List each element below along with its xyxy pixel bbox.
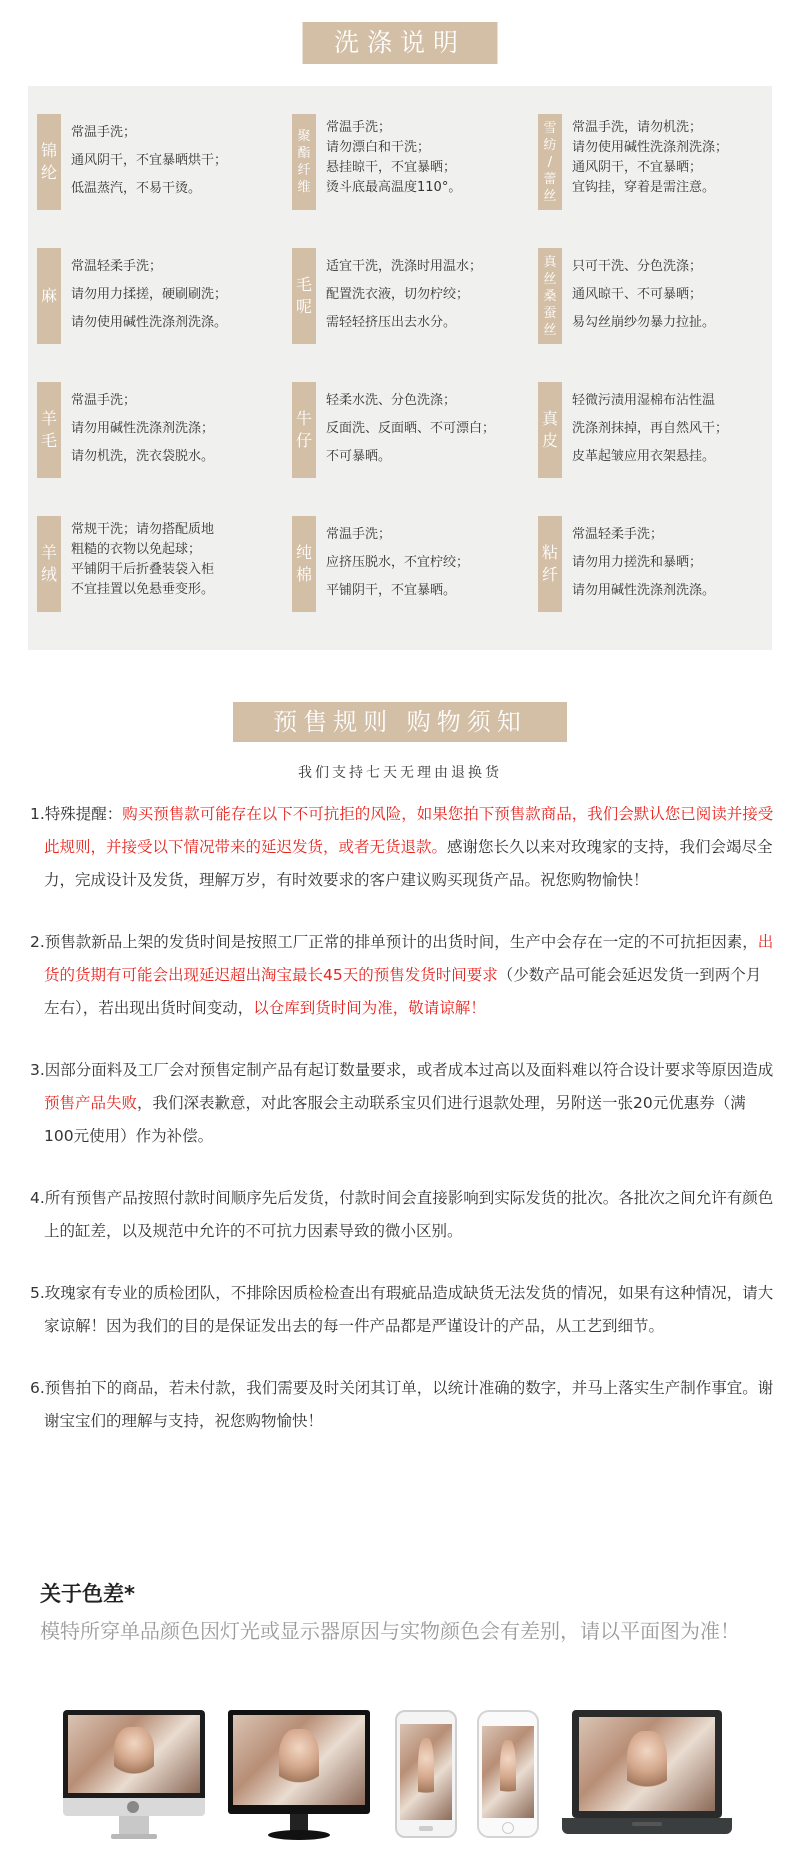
care-fabric-char: 牛 [295,409,312,428]
care-fabric-char: 棉 [295,565,312,584]
care-line: 请勿用碱性洗涤剂洗涤。 [572,583,716,598]
care-line: 皮革起皱应用衣架悬挂。 [572,449,716,464]
care-instructions [326,521,469,605]
presale-rule-4 [30,1182,775,1248]
care-item [292,248,532,348]
care-fabric-tag [292,114,316,210]
monitor-device [228,1710,370,1850]
presale-rule-5 [30,1277,775,1343]
care-fabric-char: 羊 [40,543,57,562]
care-line: 平铺阴干，不宜暴晒。 [326,583,457,598]
care-fabric-char: 蕾 [543,171,557,187]
care-fabric-char: / [547,154,553,170]
rule-highlight: 出货的货期有可能会出现延迟超出淘宝最长45天的预售发货时间要求 [44,933,774,984]
care-item [538,382,778,482]
care-fabric-char: 纤 [541,565,558,584]
care-fabric-char: 丝 [543,188,557,204]
care-fabric-char: 纺 [543,137,557,153]
care-fabric-char: 雪 [543,120,557,136]
care-fabric-tag [292,516,316,612]
care-fabric-tag [37,516,61,612]
rule-highlight: 购买预售款可能存在以下不可抗拒的风险，如果您拍下预售款商品，我们会默认您已阅读并接受此规则，并接受以下情况带来的延迟发货，或者无货退款。 [44,805,774,856]
care-line: 易勾丝崩纱勿暴力拉扯。 [572,315,716,330]
care-fabric-char: 仔 [295,431,312,450]
presale-rules [30,798,775,1467]
rule-text: 6.预售拍下的商品，若未付款，我们需要及时关闭其订单，以统计准确的数字，并马上落实生产制作事宜。谢谢宝宝们的理解与支持，祝您购物愉快！ [30,1379,774,1430]
android-phone-device [395,1710,457,1838]
presale-rule-2 [30,926,775,1025]
care-item [292,114,532,214]
care-fabric-char: 纤 [297,163,311,178]
care-fabric-char: 蚕 [543,305,557,321]
care-fabric-char: 丝 [543,322,557,338]
care-instructions [71,387,214,471]
care-line: 常温手洗； [326,120,392,135]
care-fabric-char: 酯 [297,146,311,161]
care-item [37,248,277,348]
care-fabric-char: 皮 [541,431,558,450]
care-fabric-char: 丝 [543,271,557,287]
care-line: 常温手洗； [326,527,392,542]
care-fabric-char: 呢 [295,297,312,316]
presale-title-banner: 预售规则 购物须知 [233,702,567,742]
care-item [37,516,277,616]
care-line: 常温手洗； [71,125,137,140]
care-fabric-tag [37,114,61,210]
presale-rule-6 [30,1372,775,1438]
care-fabric-tag [292,382,316,478]
return-policy-note: 我们支持七天无理由退换货 [298,765,502,781]
care-line: 悬挂晾干，不宜暴晒； [326,160,457,175]
care-fabric-tag [292,248,316,344]
care-line: 烫斗底最高温度110°。 [326,180,462,195]
care-instructions [326,253,482,337]
care-line: 洗涤剂抹掉，再自然风干； [572,421,729,436]
care-line: 平铺阴干后折叠装袋入柜 [71,562,215,577]
care-line: 请勿机洗，洗衣袋脱水。 [71,449,215,464]
rule-text: 5.玫瑰家有专业的质检团队，不排除因质检检查出有瑕疵品造成缺货无法发货的情况，如果有这种情况，请大家谅解！因为我们的目的是保证发出去的每一件产品都是严谨设计的产品，从工艺到细节。 [30,1284,774,1335]
care-fabric-char: 维 [297,180,311,195]
care-line: 常温轻柔手洗； [572,527,664,542]
care-fabric-char: 毛 [40,431,57,450]
rule-text: 感谢您长久以来对玫瑰家的支持，我们会竭尽全力，完成设计及发货，理解万岁，有时效要求的客户建议购买现货产品。祝您购物愉快！ [44,838,773,889]
care-item [37,382,277,482]
wash-title-banner: 洗涤说明 [303,22,498,64]
rule-text: 1.特殊提醒： [30,805,123,823]
presale-rule-3 [30,1054,775,1153]
care-instructions [326,118,461,198]
care-fabric-char: 纯 [295,543,312,562]
care-item [37,114,277,214]
care-instructions [572,387,728,471]
rule-text: ，我们深表歉意，对此客服会主动联系宝贝们进行退款处理，另附送一张20元优惠券（满100元使用）作为补偿。 [44,1094,746,1145]
care-fabric-char: 真 [541,409,558,428]
care-line: 不宜挂置以免悬垂变形。 [71,582,215,597]
care-instructions [71,253,227,337]
rule-highlight: 以仓库到货时间为准，敬请谅解！ [253,999,486,1017]
presale-rule-1 [30,798,775,897]
care-line: 通风晾干、不可暴晒； [572,287,703,302]
care-line: 宜钩挂，穿着是需注意。 [572,180,716,195]
apple-logo-icon [127,1801,139,1813]
care-line: 不可暴晒。 [326,449,392,464]
care-fabric-tag [538,516,562,612]
care-line: 常规干洗；请勿搭配质地 [71,522,215,537]
care-instructions [572,521,715,605]
iphone-device [477,1710,539,1838]
rule-text: 3.因部分面料及工厂会对预售定制产品有起订数量要求，或者成本过高以及面料难以符合设计要求等原因造成 [30,1061,774,1079]
care-fabric-tag [37,382,61,478]
care-line: 轻微污渍用湿棉布沾性温 [572,393,716,408]
care-line: 粗糙的衣物以免起球； [71,542,202,557]
care-fabric-char: 真 [543,254,557,270]
care-instructions [326,387,495,471]
care-fabric-char: 绒 [40,565,57,584]
care-line: 通风阴干，不宜暴晒； [572,160,703,175]
care-fabric-char: 麻 [40,286,57,305]
care-line: 需轻轻挤压出去水分。 [326,315,457,330]
care-line: 请勿使用碱性洗涤剂洗涤； [572,140,729,155]
care-line: 轻柔水洗、分色洗涤； [326,393,457,408]
care-line: 请勿用力搓洗和暴晒； [572,555,703,570]
color-difference-desc: 模特所穿单品颜色因灯光或显示器原因与实物颜色会有差别，请以平面图为准！ [40,1619,740,1643]
care-fabric-tag [37,248,61,344]
care-fabric-char: 聚 [297,129,311,144]
device-showcase [0,1710,800,1860]
care-line: 常温手洗； [71,393,137,408]
imac-device [63,1710,205,1822]
care-line: 只可干洗、分色洗涤； [572,259,703,274]
rule-text: （少数产品可能会延迟发货一到两个月左右），若出现出货时间变动， [44,966,762,1017]
care-line: 配置洗衣液，切勿柠绞； [326,287,470,302]
rule-text: 4.所有预售产品按照付款时间顺序先后发货，付款时间会直接影响到实际发货的批次。各批次之间允许有颜色上的缸差，以及规范中允许的不可抗力因素导致的微小区别。 [30,1189,774,1240]
care-line: 常温轻柔手洗； [71,259,163,274]
care-fabric-char: 粘 [541,543,558,562]
care-fabric-char: 锦 [40,141,57,160]
care-fabric-char: 毛 [295,275,312,294]
rule-highlight: 预售产品失败 [44,1094,138,1112]
care-fabric-char: 纶 [40,163,57,182]
care-line: 请勿用力揉搓，硬刷刷洗； [71,287,228,302]
care-line: 反面洗、反面晒、不可漂白； [326,421,496,436]
care-line: 通风阴干，不宜暴晒烘干； [71,153,228,168]
care-instructions [71,520,214,600]
care-instructions-panel [28,86,772,650]
care-line: 请勿使用碱性洗涤剂洗涤。 [71,315,228,330]
color-difference-title: 关于色差* [40,1582,135,1606]
care-fabric-char: 桑 [543,288,557,304]
care-fabric-tag [538,382,562,478]
rule-text: 2.预售款新品上架的发货时间是按照工厂正常的排单预计的出货时间，生产中会存在一定的不可抗拒因素， [30,933,758,951]
care-fabric-char: 羊 [40,409,57,428]
care-line: 低温蒸汽，不易干烫。 [71,181,202,196]
care-fabric-tag [538,114,562,210]
care-instructions [71,119,227,203]
care-line: 请勿漂白和干洗； [326,140,431,155]
care-item [292,516,532,616]
care-item [538,516,778,616]
care-item [538,248,778,348]
care-line: 适宜干洗，洗涤时用温水； [326,259,483,274]
care-instructions [572,253,715,337]
care-item [292,382,532,482]
care-line: 应挤压脱水，不宜柠绞； [326,555,470,570]
care-fabric-tag [538,248,562,344]
care-item [538,114,778,214]
care-line: 请勿用碱性洗涤剂洗涤； [71,421,215,436]
care-instructions [572,118,728,198]
care-line: 常温手洗，请勿机洗； [572,120,703,135]
laptop-device [562,1710,732,1842]
